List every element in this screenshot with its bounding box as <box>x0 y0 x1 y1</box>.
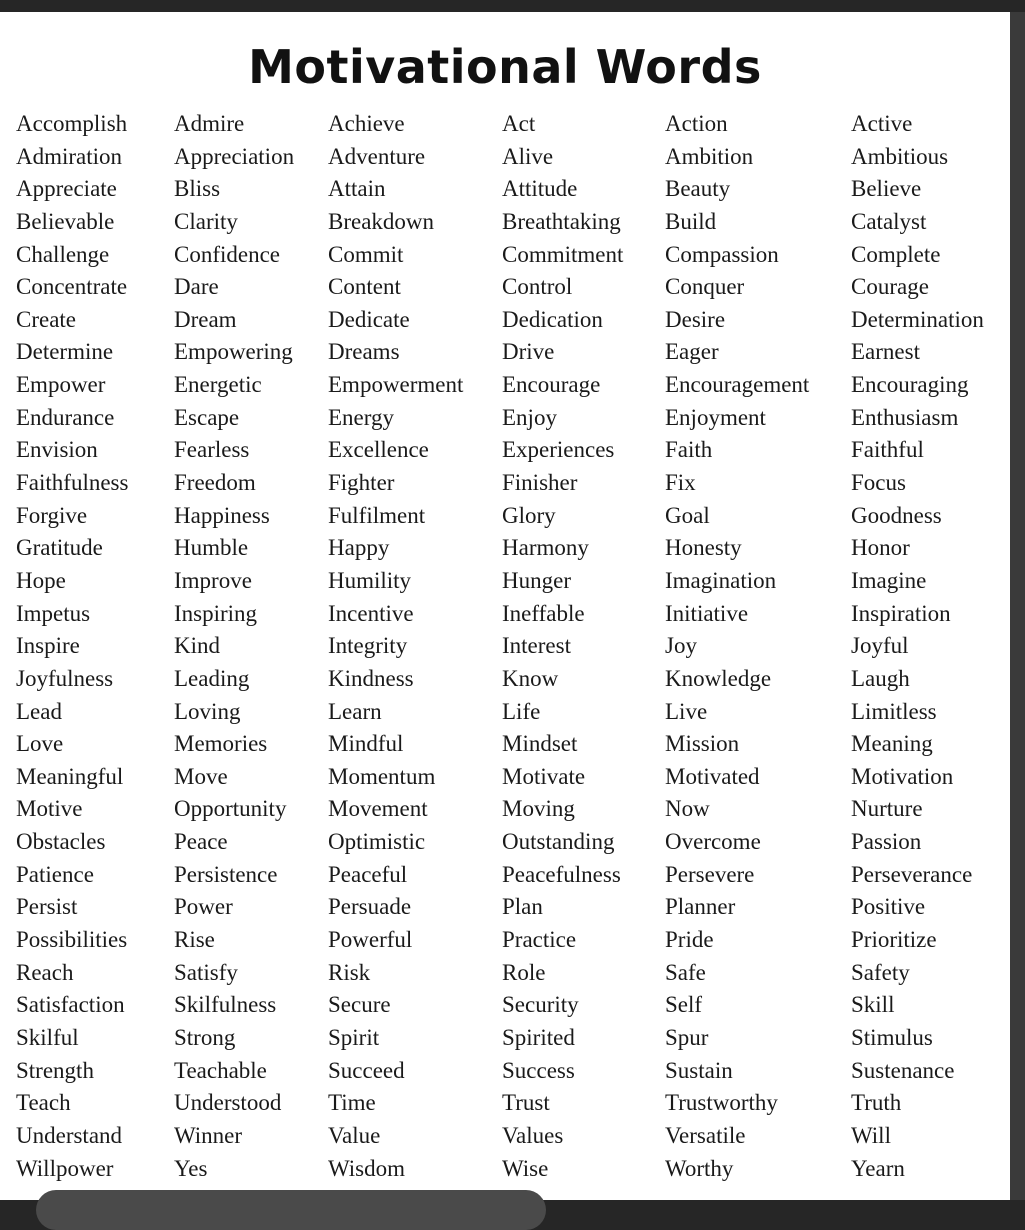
word-item: Endurance <box>16 404 115 430</box>
word-item: Determination <box>851 306 984 332</box>
word-item: Values <box>502 1122 564 1148</box>
word-item: Concentrate <box>16 274 128 300</box>
word-item: Empowering <box>174 339 293 365</box>
word-item: Success <box>502 1057 575 1083</box>
word-item: Yes <box>174 1155 208 1181</box>
word-item: Learn <box>328 698 382 724</box>
word-item: Will <box>851 1122 891 1148</box>
word-item: Stimulus <box>851 1024 933 1050</box>
word-item: Confidence <box>174 241 281 267</box>
word-item: Risk <box>328 959 371 985</box>
bottom-bar-pill[interactable] <box>36 1190 546 1230</box>
word-item: Love <box>16 731 64 757</box>
word-item: Peacefulness <box>502 861 621 887</box>
word-item: Mindful <box>328 731 404 757</box>
word-item: Clarity <box>174 208 238 234</box>
word-item: Attitude <box>502 176 578 202</box>
word-item: Desire <box>665 306 726 332</box>
word-item: Happiness <box>174 502 270 528</box>
word-item: Forgive <box>16 502 88 528</box>
word-item: Wise <box>502 1155 549 1181</box>
word-item: Know <box>502 665 559 691</box>
word-item: Passion <box>851 829 922 855</box>
page-title: Motivational Words <box>248 40 762 94</box>
word-item: Enjoy <box>502 404 557 430</box>
word-item: Willpower <box>16 1155 114 1181</box>
word-item: Admiration <box>16 143 123 169</box>
word-item: Satisfaction <box>16 992 125 1018</box>
word-item: Dreams <box>328 339 400 365</box>
word-item: Memories <box>174 731 268 757</box>
word-item: Trustworthy <box>665 1090 778 1116</box>
word-item: Nurture <box>851 796 923 822</box>
word-item: Succeed <box>328 1057 405 1083</box>
word-item: Fighter <box>328 470 395 496</box>
word-item: Content <box>328 274 401 300</box>
word-item: Adventure <box>328 143 426 169</box>
word-item: Meaning <box>851 731 933 757</box>
word-item: Leading <box>174 665 250 691</box>
word-item: Empower <box>16 372 106 398</box>
word-item: Value <box>328 1122 381 1148</box>
word-item: Secure <box>328 992 391 1018</box>
word-item: Goodness <box>851 502 942 528</box>
word-item: Practice <box>502 927 577 953</box>
word-item: Breathtaking <box>502 208 621 234</box>
word-item: Fearless <box>174 437 250 463</box>
word-item: Satisfy <box>174 959 238 985</box>
word-item: Safe <box>665 959 706 985</box>
word-item: Inspire <box>16 633 80 659</box>
word-item: Motivated <box>665 763 760 789</box>
word-item: Overcome <box>665 829 761 855</box>
word-item: Loving <box>174 698 241 724</box>
word-item: Incentive <box>328 600 414 626</box>
word-item: Faithfulness <box>16 470 129 496</box>
word-item: Patience <box>16 861 94 887</box>
word-item: Powerful <box>328 927 413 953</box>
word-item: Outstanding <box>502 829 615 855</box>
document-page <box>0 12 1010 1200</box>
word-item: Eager <box>665 339 719 365</box>
word-item: Earnest <box>851 339 920 365</box>
word-item: Integrity <box>328 633 408 659</box>
word-item: Bliss <box>174 176 221 202</box>
word-item: Power <box>174 894 233 920</box>
word-item: Spirit <box>328 1024 380 1050</box>
word-item: Knowledge <box>665 665 772 691</box>
word-item: Movement <box>328 796 428 822</box>
word-item: Joyful <box>851 633 909 659</box>
word-item: Opportunity <box>174 796 287 822</box>
word-item: Empowerment <box>328 372 464 398</box>
word-item: Dedication <box>502 306 603 332</box>
word-item: Drive <box>502 339 555 365</box>
word-item: Active <box>851 111 913 136</box>
word-item: Skilful <box>16 1024 79 1050</box>
word-item: Security <box>502 992 579 1018</box>
word-item: Skilfulness <box>174 992 277 1018</box>
word-item: Compassion <box>665 241 779 267</box>
word-item: Faithful <box>851 437 924 463</box>
word-item: Dream <box>174 306 237 332</box>
word-item: Attain <box>328 176 386 202</box>
word-item: Impetus <box>16 600 91 626</box>
word-item: Challenge <box>16 241 110 267</box>
word-item: Accomplish <box>16 111 128 136</box>
word-item: Gratitude <box>16 535 103 561</box>
word-item: Harmony <box>502 535 589 561</box>
word-item: Motivate <box>502 763 586 789</box>
word-item: Achieve <box>328 111 405 136</box>
word-item: Excellence <box>328 437 429 463</box>
word-item: Planner <box>665 894 736 920</box>
word-item: Wisdom <box>328 1155 406 1181</box>
word-item: Energy <box>328 404 395 430</box>
word-item: Believe <box>851 176 922 202</box>
word-item: Obstacles <box>16 829 106 855</box>
word-item: Courage <box>851 274 929 300</box>
word-item: Action <box>665 111 728 136</box>
word-item: Complete <box>851 241 941 267</box>
word-item: Role <box>502 959 546 985</box>
word-item: Dare <box>174 274 219 300</box>
word-item: Persuade <box>328 894 412 920</box>
word-item: Build <box>665 208 717 234</box>
word-item: Versatile <box>665 1122 746 1148</box>
word-item: Skill <box>851 992 895 1018</box>
word-item: Energetic <box>174 372 262 398</box>
word-item: Humility <box>328 567 412 593</box>
word-item: Optimistic <box>328 829 426 855</box>
word-item: Enthusiasm <box>851 404 959 430</box>
word-item: Create <box>16 306 77 332</box>
word-item: Experiences <box>502 437 615 463</box>
word-item: Sustenance <box>851 1057 955 1083</box>
word-item: Spur <box>665 1024 709 1050</box>
word-item: Imagination <box>665 567 777 593</box>
word-item: Freedom <box>174 470 256 496</box>
word-item: Happy <box>328 535 390 561</box>
word-item: Possibilities <box>16 927 128 953</box>
word-item: Plan <box>502 894 543 920</box>
word-item: Inspiration <box>851 600 951 626</box>
word-item: Interest <box>502 633 571 659</box>
word-item: Meaningful <box>16 763 124 789</box>
word-item: Dedicate <box>328 306 410 332</box>
word-item: Joy <box>665 633 697 659</box>
word-item: Act <box>502 111 536 136</box>
word-item: Positive <box>851 894 926 920</box>
word-item: Yearn <box>851 1155 905 1181</box>
word-item: Rise <box>174 927 215 953</box>
word-item: Now <box>665 796 710 822</box>
word-item: Teachable <box>174 1057 267 1083</box>
word-item: Worthy <box>665 1155 734 1181</box>
word-item: Determine <box>16 339 114 365</box>
word-item: Ineffable <box>502 600 585 626</box>
word-item: Mindset <box>502 731 578 757</box>
word-item: Persistence <box>174 861 278 887</box>
word-item: Honor <box>851 535 910 561</box>
word-item: Commitment <box>502 241 624 267</box>
word-item: Motive <box>16 796 83 822</box>
word-item: Commit <box>328 241 404 267</box>
word-item: Time <box>328 1090 376 1116</box>
scrollbar[interactable] <box>1010 12 1025 1200</box>
word-item: Live <box>665 698 708 724</box>
word-item: Motivation <box>851 763 954 789</box>
word-item: Admire <box>174 111 245 136</box>
word-item: Winner <box>174 1122 243 1148</box>
word-item: Peaceful <box>328 861 408 887</box>
word-item: Alive <box>502 143 554 169</box>
word-item: Beauty <box>665 176 731 202</box>
word-item: Mission <box>665 731 740 757</box>
word-item: Focus <box>851 470 906 496</box>
word-item: Sustain <box>665 1057 733 1083</box>
word-item: Appreciation <box>174 143 295 169</box>
word-item: Initiative <box>665 600 749 626</box>
word-item: Humble <box>174 535 249 561</box>
word-item: Kindness <box>328 665 414 691</box>
word-item: Honesty <box>665 535 742 561</box>
word-item: Enjoyment <box>665 404 766 430</box>
word-item: Moving <box>502 796 575 822</box>
word-item: Ambitious <box>851 143 949 169</box>
word-item: Imagine <box>851 567 927 593</box>
word-item: Faith <box>665 437 713 463</box>
word-item: Breakdown <box>328 208 435 234</box>
word-item: Ambition <box>665 143 754 169</box>
word-item: Finisher <box>502 470 578 496</box>
word-item: Understood <box>174 1090 282 1116</box>
word-item: Persist <box>16 894 78 920</box>
word-item: Strong <box>174 1024 236 1050</box>
word-item: Joyfulness <box>16 665 114 691</box>
word-item: Understand <box>16 1122 123 1148</box>
word-item: Glory <box>502 502 556 528</box>
word-item: Appreciate <box>16 176 117 202</box>
word-item: Fulfilment <box>328 502 426 528</box>
word-item: Reach <box>16 959 74 985</box>
word-item: Hope <box>16 567 66 593</box>
word-item: Move <box>174 763 228 789</box>
word-item: Limitless <box>851 698 937 724</box>
word-item: Fix <box>665 470 696 496</box>
word-item: Improve <box>174 567 252 593</box>
word-item: Encourage <box>502 372 601 398</box>
word-item: Life <box>502 698 541 724</box>
word-item: Strength <box>16 1057 94 1083</box>
word-item: Truth <box>851 1090 902 1116</box>
word-item: Spirited <box>502 1024 575 1050</box>
word-item: Conquer <box>665 274 745 300</box>
word-item: Laugh <box>851 665 910 691</box>
word-item: Believable <box>16 208 115 234</box>
word-item: Self <box>665 992 703 1018</box>
word-item: Peace <box>174 829 228 855</box>
word-item: Envision <box>16 437 98 463</box>
word-item: Encouragement <box>665 372 810 398</box>
word-item: Perseverance <box>851 861 973 887</box>
word-item: Persevere <box>665 861 755 887</box>
word-item: Pride <box>665 927 714 953</box>
word-item: Catalyst <box>851 208 927 234</box>
word-item: Prioritize <box>851 927 937 953</box>
word-item: Momentum <box>328 763 436 789</box>
word-item: Goal <box>665 502 710 528</box>
word-item: Teach <box>16 1090 71 1116</box>
word-item: Encouraging <box>851 372 969 398</box>
word-item: Lead <box>16 698 62 724</box>
word-item: Hunger <box>502 567 571 593</box>
word-item: Control <box>502 274 573 300</box>
word-item: Kind <box>174 633 220 659</box>
word-item: Escape <box>174 404 240 430</box>
word-item: Safety <box>851 959 910 985</box>
word-item: Inspiring <box>174 600 258 626</box>
word-grid <box>16 108 1010 1185</box>
word-item: Trust <box>502 1090 550 1116</box>
